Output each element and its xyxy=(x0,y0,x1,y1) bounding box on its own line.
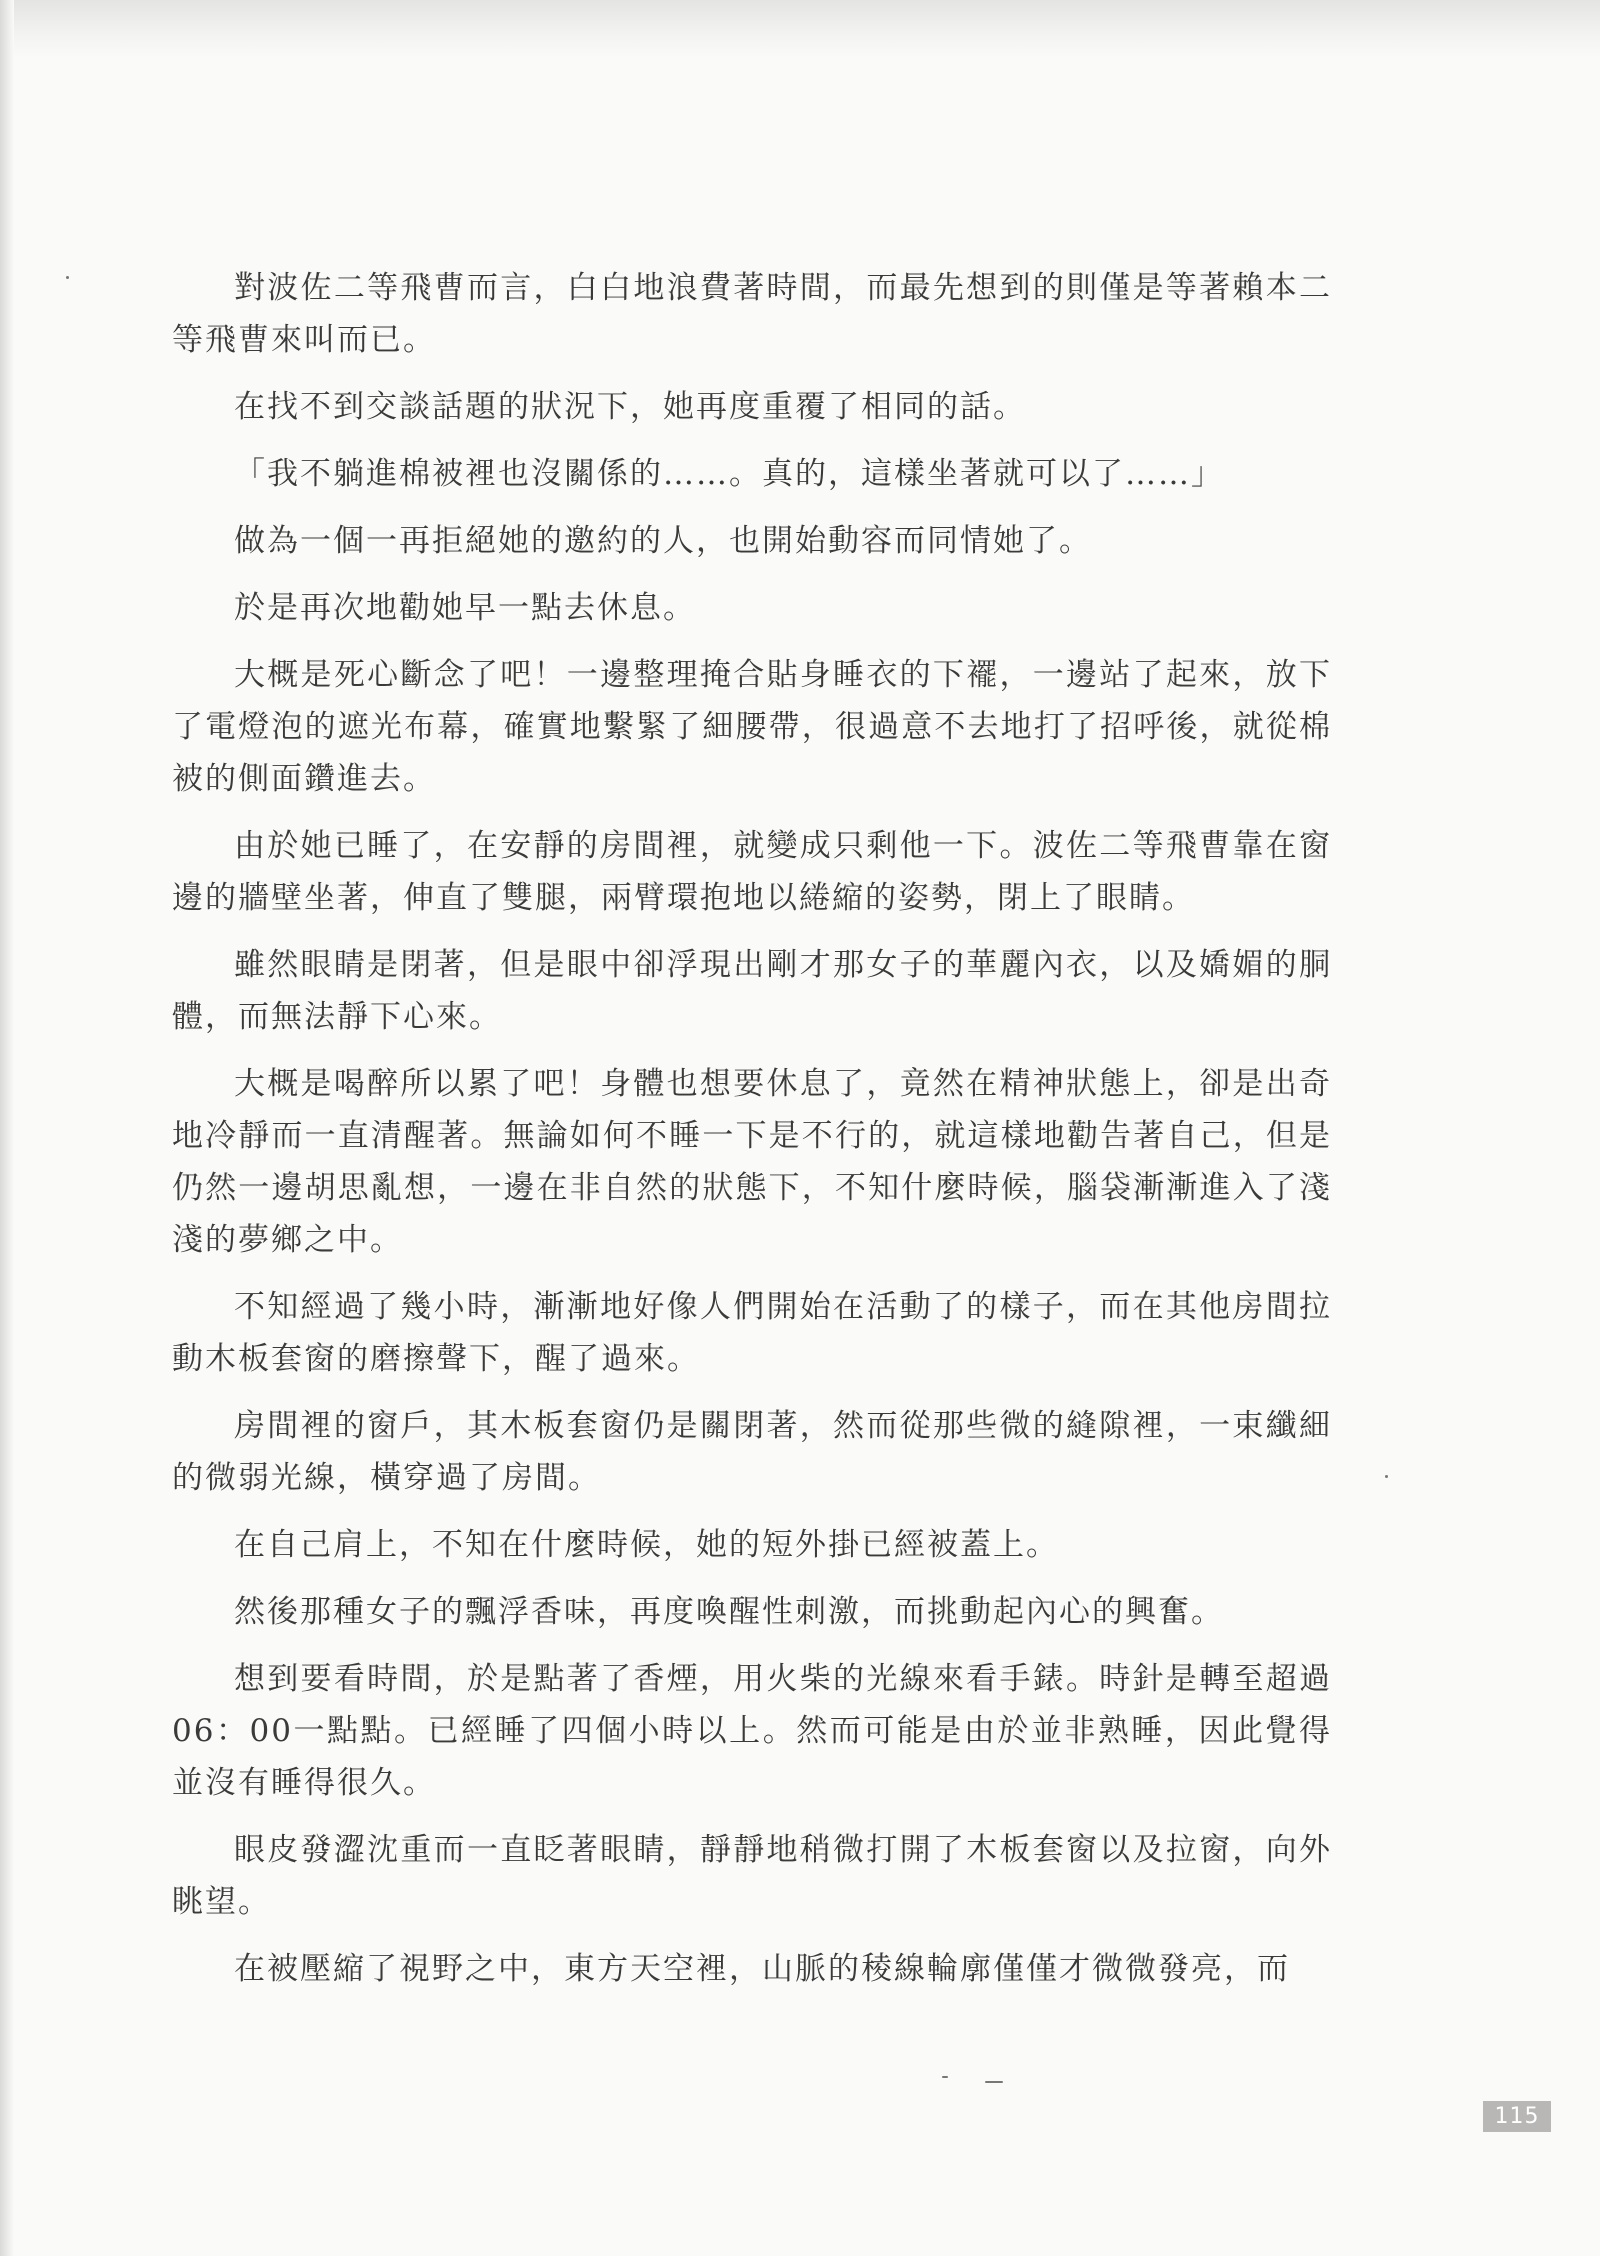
paragraph: 大概是死心斷念了吧！一邊整理掩合貼身睡衣的下襬，一邊站了起來，放下了電燈泡的遮光布幕，確實地繫緊了細腰帶，很過意不去地打了招呼後，就從棉被的側面鑽進去。 xyxy=(172,657,1332,797)
scan-speck xyxy=(1385,1475,1388,1478)
body-text xyxy=(172,262,1332,2010)
paragraph: 不知經過了幾小時，漸漸地好像人們開始在活動了的樣子，而在其他房間拉動木板套窗的磨擦聲下，醒了過來。 xyxy=(172,1289,1332,1377)
paragraph: 在找不到交談話題的狀況下，她再度重覆了相同的話。 xyxy=(234,389,1026,425)
paragraph: 對波佐二等飛曹而言，白白地浪費著時間，而最先想到的則僅是等著賴本二等飛曹來叫而已。 xyxy=(172,270,1332,358)
scan-speck xyxy=(942,2076,948,2078)
scan-speck xyxy=(985,2081,1003,2083)
paragraph: 「我不躺進棉被裡也沒關係的……。真的，這樣坐著就可以了……」 xyxy=(234,456,1224,492)
paragraph: 大概是喝醉所以累了吧！身體也想要休息了，竟然在精神狀態上，卻是出奇地冷靜而一直清醒著。無論如何不睡一下是不行的，就這樣地勸告著自己，但是仍然一邊胡思亂想，一邊在非自然的狀態下，不知什麼時候，腦袋漸漸進入了淺淺的夢鄉之中。 xyxy=(172,1066,1332,1258)
paragraph: 於是再次地勸她早一點去休息。 xyxy=(234,590,696,626)
paragraph: 雖然眼睛是閉著，但是眼中卻浮現出剛才那女子的華麗內衣，以及嬌媚的胴體，而無法靜下心來。 xyxy=(172,947,1332,1035)
paragraph: 做為一個一再拒絕她的邀約的人，也開始動容而同情她了。 xyxy=(234,523,1092,559)
scan-left-edge xyxy=(0,0,14,2256)
paragraph: 想到要看時間，於是點著了香煙，用火柴的光線來看手錶。時針是轉至超過06：00一點點。已經睡了四個小時以上。然而可能是由於並非熟睡，因此覺得並沒有睡得很久。 xyxy=(172,1661,1332,1801)
scan-speck xyxy=(66,276,69,279)
scan-top-shadow xyxy=(0,0,1600,58)
paragraph: 由於她已睡了，在安靜的房間裡，就變成只剩他一下。波佐二等飛曹靠在窗邊的牆壁坐著，伸直了雙腿，兩臂環抱地以綣縮的姿勢，閉上了眼睛。 xyxy=(172,828,1332,916)
paragraph: 在自己肩上，不知在什麼時候，她的短外掛已經被蓋上。 xyxy=(234,1527,1059,1563)
paragraph: 在被壓縮了視野之中，東方天空裡，山脈的稜線輪廓僅僅才微微發亮，而 xyxy=(234,1951,1290,1987)
paragraph: 然後那種女子的飄浮香味，再度喚醒性刺激，而挑動起內心的興奮。 xyxy=(234,1594,1224,1630)
paragraph: 眼皮發澀沈重而一直眨著眼睛，靜靜地稍微打開了木板套窗以及拉窗，向外眺望。 xyxy=(172,1832,1332,1920)
paragraph: 房間裡的窗戶，其木板套窗仍是關閉著，然而從那些微的縫隙裡，一束纖細的微弱光線，橫穿過了房間。 xyxy=(172,1408,1332,1496)
page-number: 115 xyxy=(1483,2101,1551,2132)
